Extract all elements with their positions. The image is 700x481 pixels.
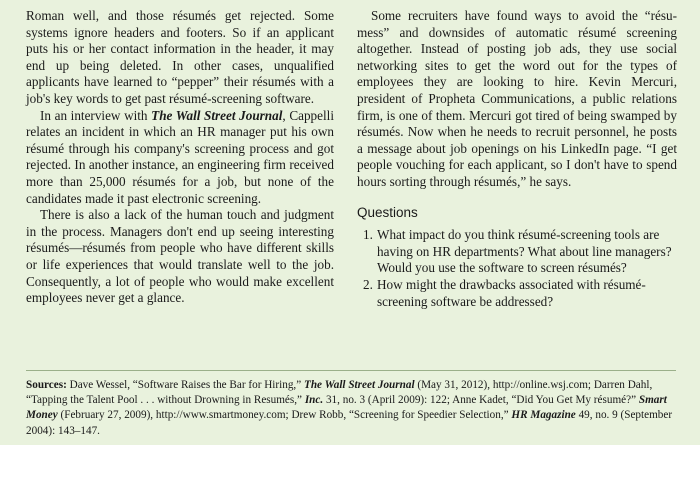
source-text: 49, no. 9 (September 2004): 143–147.	[26, 409, 673, 437]
source-publication: Smart Money	[26, 394, 667, 422]
sources-block	[26, 378, 676, 439]
sources-divider	[26, 370, 676, 371]
sources-label: Sources:	[26, 379, 67, 391]
source-text: (May 31, 2012), http://online.wsj.com; Darren Dahl, “Tapping the Talent Pool . . . without Drowning in Resumés,”	[26, 379, 653, 407]
questions-list	[357, 227, 677, 310]
left-paragraph-2-start: In an interview with	[40, 107, 152, 123]
source-text: (February 27, 2009), http://www.smartmoney.com; Drew Robb, “Screening for Speedier Selection,”	[57, 409, 512, 422]
right-paragraph-1: Some recruiters have found ways to avoid the “résu-mess” and downsides of automatic résumé screening altogether. Instead of posting job ads, they use social networking sites to get the word out for the types of employees they are looking to hire. Kevin Mercuri, president of Propheta Communications, a public relations firm, is one of them. Mercuri got tired of being swamped by résumés. Now when he needs to recruit personnel, he posts a message about job openings on his LinkedIn page. “I get people vouching for each applicant, so I don't have to spend hours sorting through résumés,” he says.	[357, 8, 677, 189]
source-text: 31, no. 3 (April 2009): 122; Anne Kadet, “Did You Get My résumé?”	[323, 394, 639, 407]
left-column	[26, 8, 334, 307]
question-item	[357, 227, 677, 277]
left-paragraph-2-rest: , Cappelli relates an incident in which an HR manager put his own résumé through his company's screening process and got rejected. In another instance, an engineering firm received more than 25,000 résumés for a job, but none of the candidates made it past electronic screening.	[26, 107, 334, 206]
question-item	[357, 277, 677, 310]
source-text: Dave Wessel, “Software Raises the Bar for Hiring,”	[66, 379, 304, 391]
questions-heading: Questions	[357, 204, 418, 220]
right-column	[357, 8, 677, 310]
question-text: What impact do you think résumé-screening tools are having on HR departments? What about line managers? Would you use the software to screen résumés?	[377, 227, 672, 276]
question-text: How might the drawbacks associated with résumé-screening software be addressed?	[377, 276, 646, 309]
journal-title: The Wall Street Journal	[151, 107, 283, 123]
source-publication: Inc.	[304, 394, 324, 407]
source-publication: HR Magazine	[511, 409, 576, 422]
source-publication: The Wall Street Journal	[304, 379, 415, 391]
left-paragraph-1: Roman well, and those résumés get rejected. Some systems ignore headers and footers. So if an applicant puts his or her contact information in the header, it may end up being deleted. In other cases, unqualified applicants have learned to “pepper” their résumés with a job's key words to get past résumé-screening software.	[26, 8, 334, 106]
question-number: 1.	[363, 227, 373, 243]
left-paragraph-2	[26, 108, 334, 208]
question-number: 2.	[363, 276, 373, 292]
left-paragraph-3: There is also a lack of the human touch and judgment in the process. Managers don't end up seeing interesting résumés—résumés from people who have different skills or life experiences that would translate well to the job. Consequently, a lot of people who would make excellent employees never get a glance.	[26, 207, 334, 306]
